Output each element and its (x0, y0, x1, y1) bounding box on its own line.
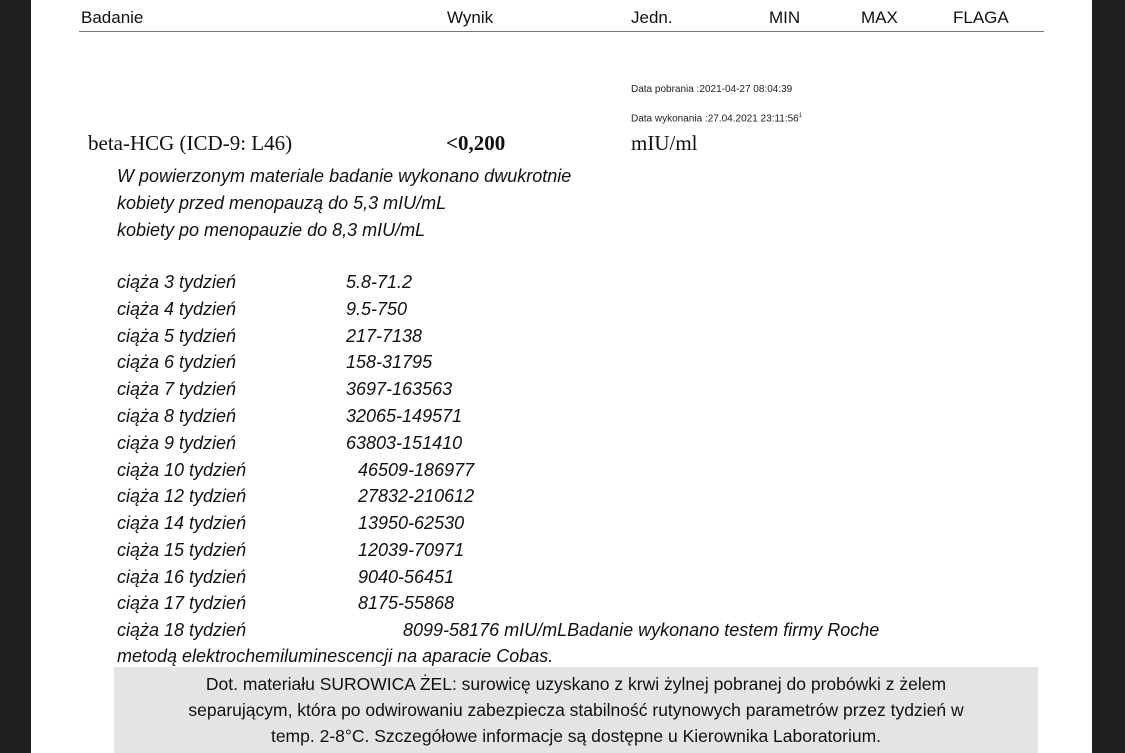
test-unit: mIU/ml (631, 131, 698, 155)
range-label: ciąża 4 tydzień (117, 299, 237, 319)
test-result: <0,200 (446, 131, 506, 155)
header-min: MIN (769, 8, 801, 27)
range-value: 9.5-750 (346, 299, 408, 319)
range-value: 217-7138 (346, 326, 423, 346)
range-value: 158-31795 (346, 352, 433, 372)
range-value: 32065-149571 (346, 406, 463, 426)
header-unit: Jedn. (631, 8, 673, 27)
method-note: metodą elektrochemiluminescencji na aparacie Cobas. (117, 646, 554, 666)
note-line: kobiety przed menopauzą do 5,3 mIU/mL (117, 193, 447, 213)
date-performed: Data wykonania :27.04.2021 $23:11:56^1$ (631, 113, 803, 125)
header-max: MAX (861, 8, 898, 27)
range-value: 27832-210612 (358, 486, 475, 506)
range-label: ciąża 10 tydzień (117, 460, 247, 480)
viewer-right-margin (1092, 0, 1125, 753)
range-value: 8175-55868 (358, 593, 455, 613)
note-line: W powierzonym materiale badanie wykonano dwukrotnie (117, 166, 572, 186)
range-value: 46509-186977 (358, 460, 475, 480)
range-value: 8099-58176 mIU/mLBadanie wykonano testem firmy Roche (403, 620, 880, 640)
range-label: ciąża 17 tydzień (117, 593, 247, 613)
header-divider (79, 31, 1044, 32)
range-value: 63803-151410 (346, 433, 463, 453)
range-label: ciąża 18 tydzień (117, 620, 247, 640)
header-result: Wynik (447, 8, 494, 27)
note-line: kobiety po menopauzie do 8,3 mIU/mL (117, 220, 426, 240)
range-value: 3697-163563 (346, 379, 453, 399)
range-label: ciąża 7 tydzień (117, 379, 237, 399)
range-label: ciąża 3 tydzień (117, 272, 237, 292)
range-label: ciąża 12 tydzień (117, 486, 247, 506)
material-note-line: temp. 2-8°C. Szczegółowe informacje są dostępne u Kierownika Laboratorium. (270, 726, 882, 746)
range-label: ciąża 16 tydzień (117, 567, 247, 587)
material-note-line: Dot. materiału SUROWICA ŻEL: surowicę uzyskano z krwi żylnej pobranej do probówki z żelem (205, 674, 947, 694)
material-note-box (114, 667, 1038, 753)
range-value: 13950-62530 (358, 513, 465, 533)
range-label: ciąża 5 tydzień (117, 326, 237, 346)
range-value: 9040-56451 (358, 567, 455, 587)
range-label: ciąża 15 tydzień (117, 540, 247, 560)
date-collected: Data pobrania :2021-04-27 08:04:39 (631, 84, 793, 95)
range-value: 12039-70971 (358, 540, 465, 560)
range-label: ciąża 6 tydzień (117, 352, 237, 372)
header-flag: FLAGA (953, 8, 1009, 27)
test-name: beta-HCG (ICD-9: L46) (88, 131, 293, 155)
range-label: ciąża 8 tydzień (117, 406, 237, 426)
range-label: ciąża 14 tydzień (117, 513, 247, 533)
range-label: ciąża 9 tydzień (117, 433, 237, 453)
range-value: 5.8-71.2 (346, 272, 413, 292)
footnote-mark: 1 (798, 113, 803, 119)
header-test: Badanie (81, 8, 144, 27)
viewer-left-margin (0, 0, 31, 753)
material-note-line: separującym, która po odwirowaniu zabezpiecza stabilność rutynowych parametrów przez tydzień w (188, 700, 964, 720)
